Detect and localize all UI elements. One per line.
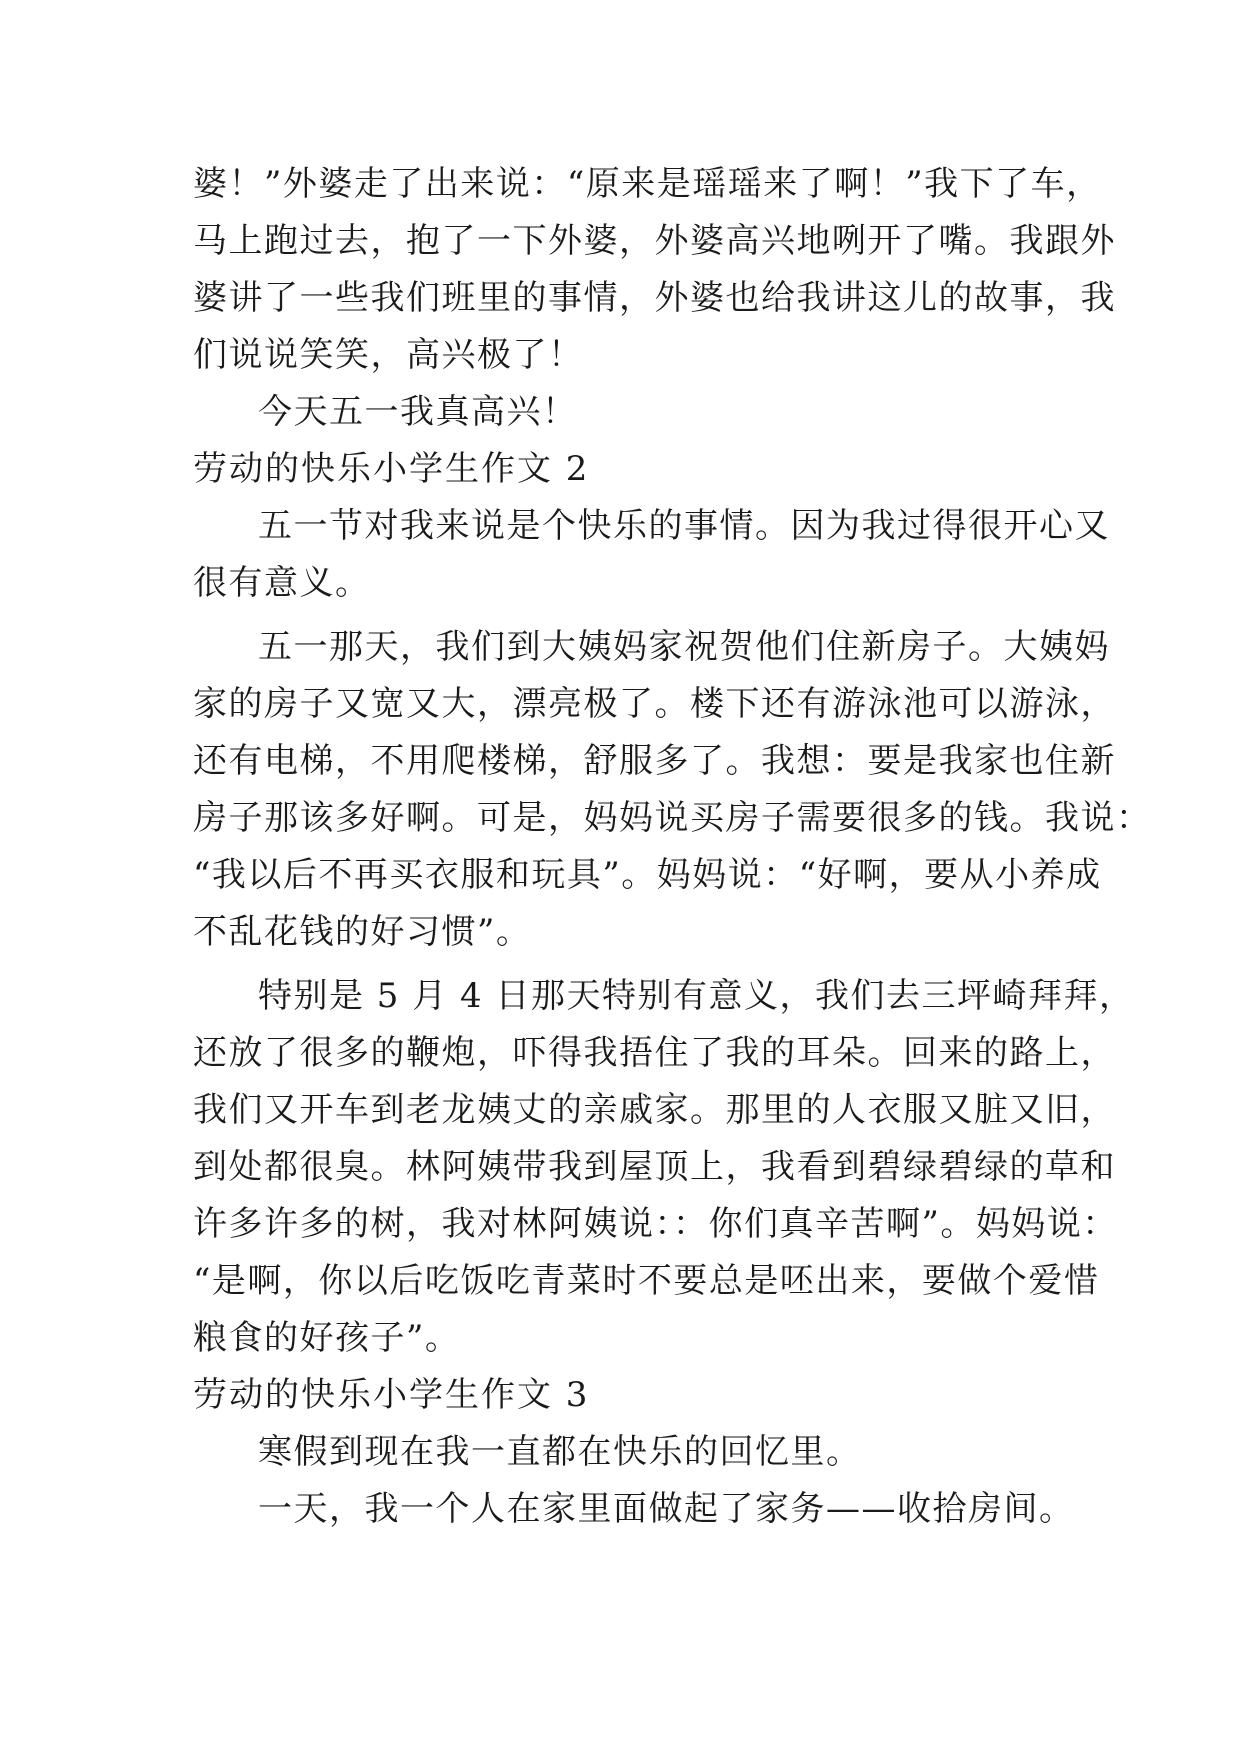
text-line: 房子那该多好啊。可是，妈妈说买房子需要很多的钱。我说：	[193, 798, 1152, 838]
text-line: 粮食的好孩子”。	[193, 1318, 461, 1358]
text-line: 我们又开车到老龙姨丈的亲戚家。那里的人衣服又脏又旧，	[193, 1090, 1116, 1130]
text-line: 还有电梯，不用爬楼梯，舒服多了。我想：要是我家也住新	[193, 741, 1116, 781]
text-line: 婆！”外婆走了出来说：“原来是瑶瑶来了啊！”我下了车，	[193, 164, 1102, 204]
text-line: 到处都很臭。林阿姨带我到屋顶上，我看到碧绿碧绿的草和	[193, 1147, 1116, 1187]
section-heading: 劳动的快乐小学生作文 3	[193, 1375, 590, 1415]
text-line: 不乱花钱的好习惯”。	[193, 912, 532, 952]
text-line: 寒假到现在我一直都在快乐的回忆里。	[258, 1432, 862, 1472]
text-line: 很有意义。	[193, 563, 371, 603]
text-line: 家的房子又宽又大，漂亮极了。楼下还有游泳池可以游泳，	[193, 684, 1116, 724]
text-line: 今天五一我真高兴！	[258, 392, 578, 432]
text-line: 特别是 5 月 4 日那天特别有意义，我们去三坪崎拜拜，	[258, 976, 1135, 1016]
text-line: “我以后不再买衣服和玩具”。妈妈说：“好啊，要从小养成	[193, 855, 1102, 895]
text-line: 婆讲了一些我们班里的事情，外婆也给我讲这儿的故事，我	[193, 278, 1116, 318]
text-line: 五一那天，我们到大姨妈家祝贺他们住新房子。大姨妈	[258, 627, 1110, 667]
text-line: 马上跑过去，抱了一下外婆，外婆高兴地咧开了嘴。我跟外	[193, 221, 1116, 261]
text-line: 一天，我一个人在家里面做起了家务——收拾房间。	[258, 1489, 1075, 1529]
text-line: 们说说笑笑，高兴极了！	[193, 335, 584, 375]
text-line: 还放了很多的鞭炮，吓得我捂住了我的耳朵。回来的路上，	[193, 1033, 1116, 1073]
text-line: 许多许多的树，我对林阿姨说：：你们真辛苦啊”。妈妈说：	[193, 1204, 1118, 1244]
text-line: 五一节对我来说是个快乐的事情。因为我过得很开心又	[258, 506, 1110, 546]
text-line: “是啊，你以后吃饭吃青菜时不要总是呸出来，要做个爱惜	[193, 1261, 1100, 1301]
section-heading: 劳动的快乐小学生作文 2	[193, 449, 590, 489]
